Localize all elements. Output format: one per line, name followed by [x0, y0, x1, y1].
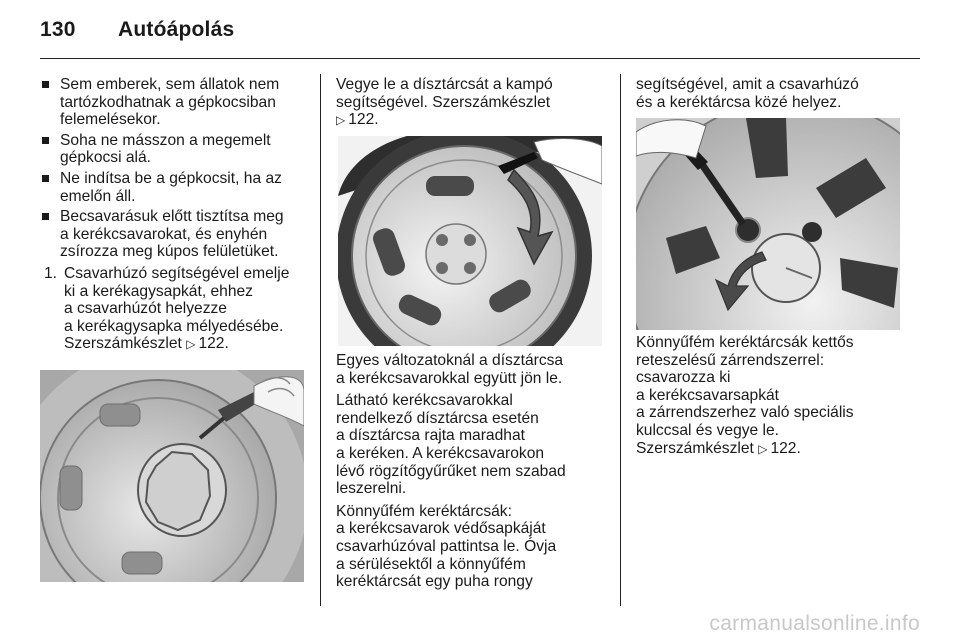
text-line: leszerelni.	[336, 480, 407, 498]
bullet-item	[40, 132, 302, 167]
reference-page: 122.	[348, 111, 379, 129]
header-rule	[40, 58, 920, 59]
column-divider-2	[620, 74, 621, 606]
column-2-lower	[336, 352, 606, 596]
bullet-item	[40, 76, 302, 129]
text-line: a keréken. A kerékcsavarokon	[336, 444, 545, 462]
text-line: Könnyűfém keréktárcsák kettős	[636, 334, 854, 351]
alloy-wheel-cap-removal-illustration	[636, 118, 900, 330]
text-line: kulccsal és vegye le.	[636, 421, 780, 439]
text-line: ki a kerékagysapkát, ehhez	[64, 282, 253, 300]
text-line: lévő rögzítőgyűrűket nem szabad	[336, 462, 566, 480]
text-line: a kerékagysapka mélyedésébe.	[64, 317, 284, 335]
bullet-marker	[42, 137, 49, 144]
column-3-lower	[636, 334, 908, 463]
text-line: csavarozza ki	[636, 369, 731, 387]
page-reference-icon: ▷	[186, 337, 196, 352]
text-line: Becsavarásuk előtt tisztítsa meg	[60, 208, 284, 226]
text-line: reteszelésű zárrendszerrel:	[636, 351, 825, 369]
reference-line	[636, 440, 908, 459]
text-line: Sem emberek, sem állatok nem	[60, 76, 280, 93]
text-line: és a keréktárcsa közé helyez.	[636, 93, 842, 111]
bullet-marker	[42, 213, 49, 220]
paragraph-1	[636, 334, 908, 458]
bullet-item	[40, 208, 302, 261]
text-line: keréktárcsát egy puha rongy	[336, 573, 533, 591]
text-line: Egyes változatoknál a dísztárcsa	[336, 352, 564, 369]
text-line: rendelkező dísztárcsa esetén	[336, 409, 539, 427]
bullet-marker	[42, 81, 49, 88]
text-line: zsírozza meg kúpos felületüket.	[60, 243, 279, 261]
column-1	[40, 76, 302, 354]
text-line: Ne indítsa be a gépkocsit, ha az	[60, 169, 282, 187]
bullet-item	[40, 170, 302, 205]
reference-text: Szerszámkészlet	[64, 335, 182, 353]
paragraph-intro	[636, 76, 908, 111]
text-line: csavarhúzóval pattintsa le. Óvja	[336, 537, 557, 555]
page-number: 130	[40, 18, 76, 41]
text-line: Csavarhúzó segítségével emelje	[64, 264, 290, 282]
text-line: a zárrendszerhez való speciális	[636, 404, 854, 422]
page-reference-icon: ▷	[336, 113, 346, 128]
reference-line	[336, 111, 606, 130]
text-line: tartózkodhatnak a gépkocsiban	[60, 93, 276, 111]
paragraph-3	[336, 503, 606, 591]
column-2	[336, 76, 606, 135]
text-line: a kerékcsavarok védősapkáját	[336, 520, 546, 538]
text-line: segítségével, amit a csavarhúzó	[636, 76, 859, 93]
text-line: segítségével. Szerszámkészlet	[336, 93, 551, 111]
bullet-marker	[42, 175, 49, 182]
text-line: felemelésekor.	[60, 111, 161, 129]
text-line: a kerékcsavarokat, és enyhén	[60, 225, 268, 243]
page-title: Autóápolás	[118, 18, 235, 41]
reference-page: 122.	[770, 439, 801, 457]
reference-text: Szerszámkészlet	[636, 439, 754, 457]
paragraph-intro	[336, 76, 606, 130]
text-line: Soha ne másszon a megemelt	[60, 131, 271, 149]
reference-page: 122.	[198, 335, 229, 353]
column-3	[636, 76, 908, 116]
column-divider-1	[320, 74, 321, 606]
text-line: emelőn áll.	[60, 187, 136, 205]
text-line: a csavarhúzót helyezze	[64, 300, 227, 318]
text-line: Látható kerékcsavarokkal	[336, 392, 513, 410]
text-line: Vegye le a dísztárcsát a kampó	[336, 76, 553, 93]
text-line: gépkocsi alá.	[60, 149, 152, 167]
step-1	[40, 265, 302, 354]
text-line: a kerékcsavarokkal együtt jön le.	[336, 369, 563, 387]
text-line: a sérülésektől a könnyűfém	[336, 555, 526, 573]
page-header	[40, 18, 234, 42]
text-line: a dísztárcsa rajta maradhat	[336, 427, 525, 445]
step-number: 1.	[44, 264, 58, 282]
reference-line	[64, 335, 302, 354]
hubcap-removal-illustration	[40, 370, 304, 582]
wheel-cover-removal-illustration	[338, 136, 602, 346]
paragraph-1	[336, 352, 606, 387]
text-line: a kerékcsavarsapkát	[636, 386, 780, 404]
watermark: carmanualsonline.info	[709, 612, 920, 635]
paragraph-2	[336, 392, 606, 498]
page-reference-icon: ▷	[758, 441, 768, 456]
text-line: Könnyűfém keréktárcsák:	[336, 502, 512, 520]
